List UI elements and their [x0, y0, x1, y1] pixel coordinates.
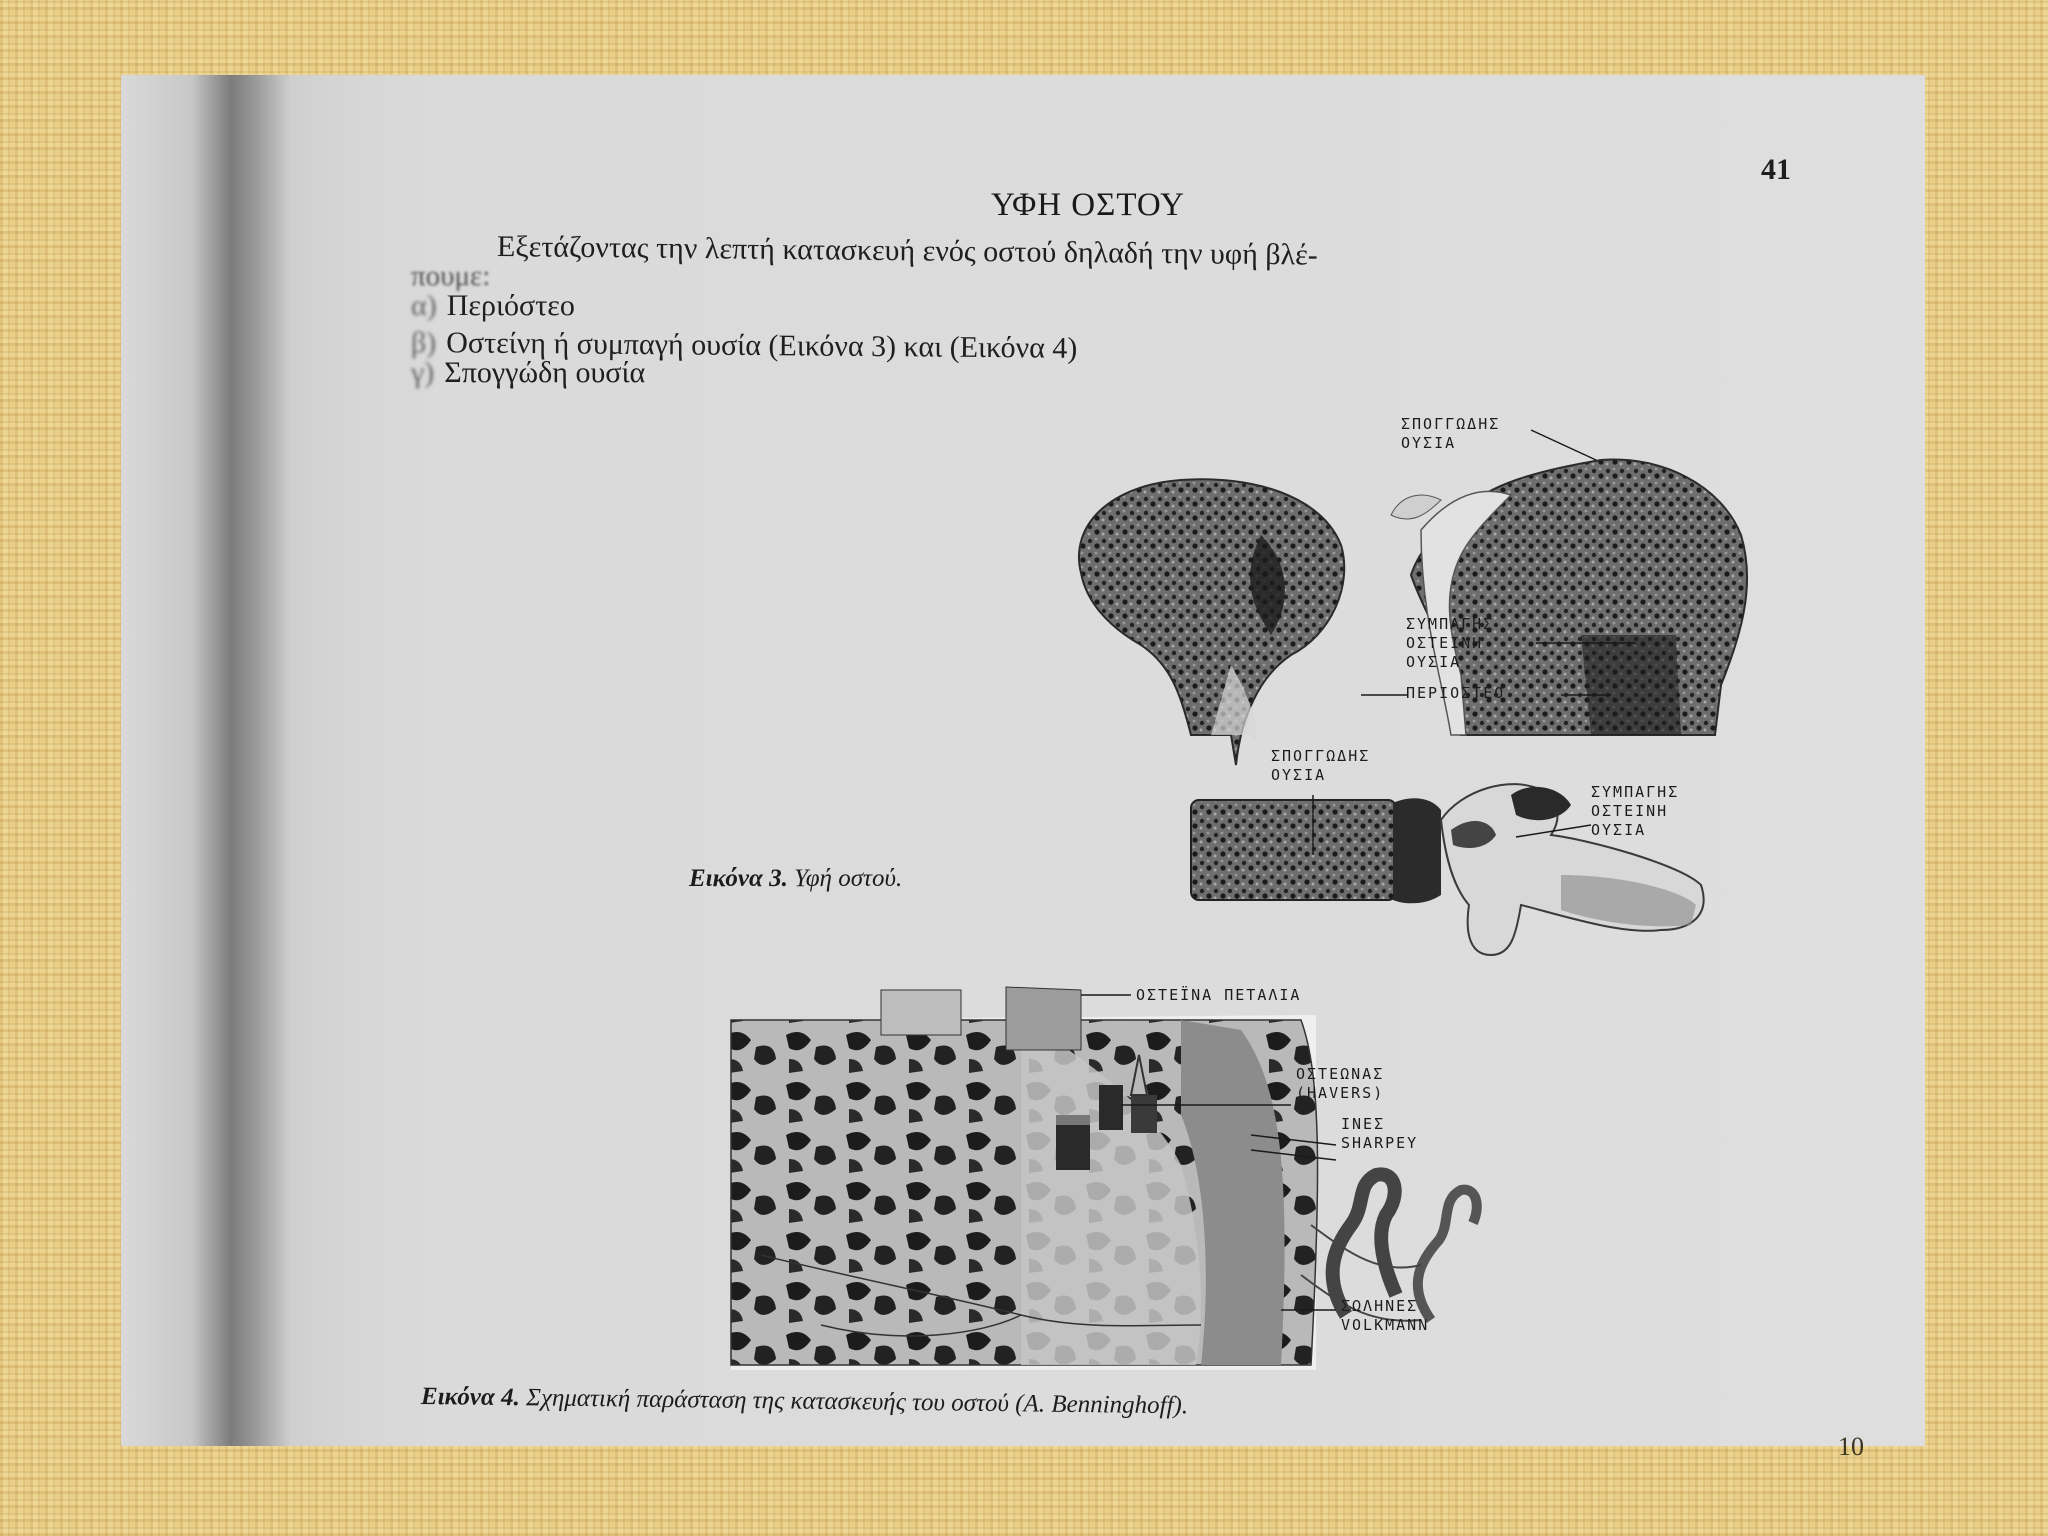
label-compact-substance: ΣΥΜΠΑΓΗΣ ΟΣΤΕΙΝΗ ΟΥΣΙΑ — [1406, 615, 1495, 671]
list-marker: α) — [411, 289, 437, 322]
figure-3-caption-text: Υφή οστού. — [794, 865, 903, 892]
figure-3-caption-label: Εικόνα 3. — [689, 865, 788, 892]
list-item-text: Οστείνη ή συμπαγή ουσία (Εικόνα 3) και (Εικόνα 4) — [446, 326, 1078, 365]
label-compact-vertebra: ΣΥΜΠΑΓΗΣ ΟΣΤΕΙΝΗ ΟΥΣΙΑ — [1591, 783, 1680, 839]
page-heading: ΥΦΗ ΟΣΤΟΥ — [991, 187, 1185, 223]
humerus-head-cut — [1079, 479, 1344, 765]
figure-3-illustration — [121, 75, 1925, 1446]
label-periosteum: ΠΕΡΙΟΣΤΕΟ — [1406, 684, 1506, 702]
intro-line-2: πουμε: — [411, 260, 491, 292]
label-bone-lamellae: ΟΣΤΕΪΝΑ ΠΕΤΑΛΙΑ — [1136, 986, 1302, 1004]
intro-line-1: Εξετάζοντας την λεπτή κατασκευή ενός οστού δηλαδή την υφή βλέ- — [496, 230, 1318, 272]
scanned-page — [121, 75, 1925, 1446]
label-osteon: ΟΣΤΕΩΝΑΣ (HAVERS) — [1296, 1065, 1385, 1102]
figure-3-caption — [689, 865, 902, 893]
list-item-text: Σπογγώδη ουσία — [444, 356, 646, 389]
list-marker: γ) — [411, 356, 435, 389]
vertebra-body — [1191, 800, 1396, 900]
slide-number: 10 — [1838, 1432, 1864, 1461]
list-item-text: Περιόστεο — [446, 289, 575, 322]
list-marker: β) — [410, 326, 437, 360]
label-sharpey-fibers: ΙΝΕΣ SHARPEY — [1341, 1115, 1419, 1152]
figure-4-caption-label: Εικόνα 4. — [420, 1383, 520, 1412]
label-spongy-vertebra: ΣΠΟΓΓΩΔΗΣ ΟΥΣΙΑ — [1271, 747, 1371, 784]
label-spongy-substance: ΣΠΟΓΓΩΔΗΣ ΟΥΣΙΑ — [1401, 415, 1501, 452]
label-volkmann-canals: ΣΩΛΗΝΕΣ VOLKMANN — [1341, 1297, 1430, 1334]
figure-4-caption-text: Σχηματική παράσταση της κατασκευής του οστού (A. Benninghoff). — [525, 1384, 1189, 1420]
page-number: 41 — [1761, 153, 1791, 186]
